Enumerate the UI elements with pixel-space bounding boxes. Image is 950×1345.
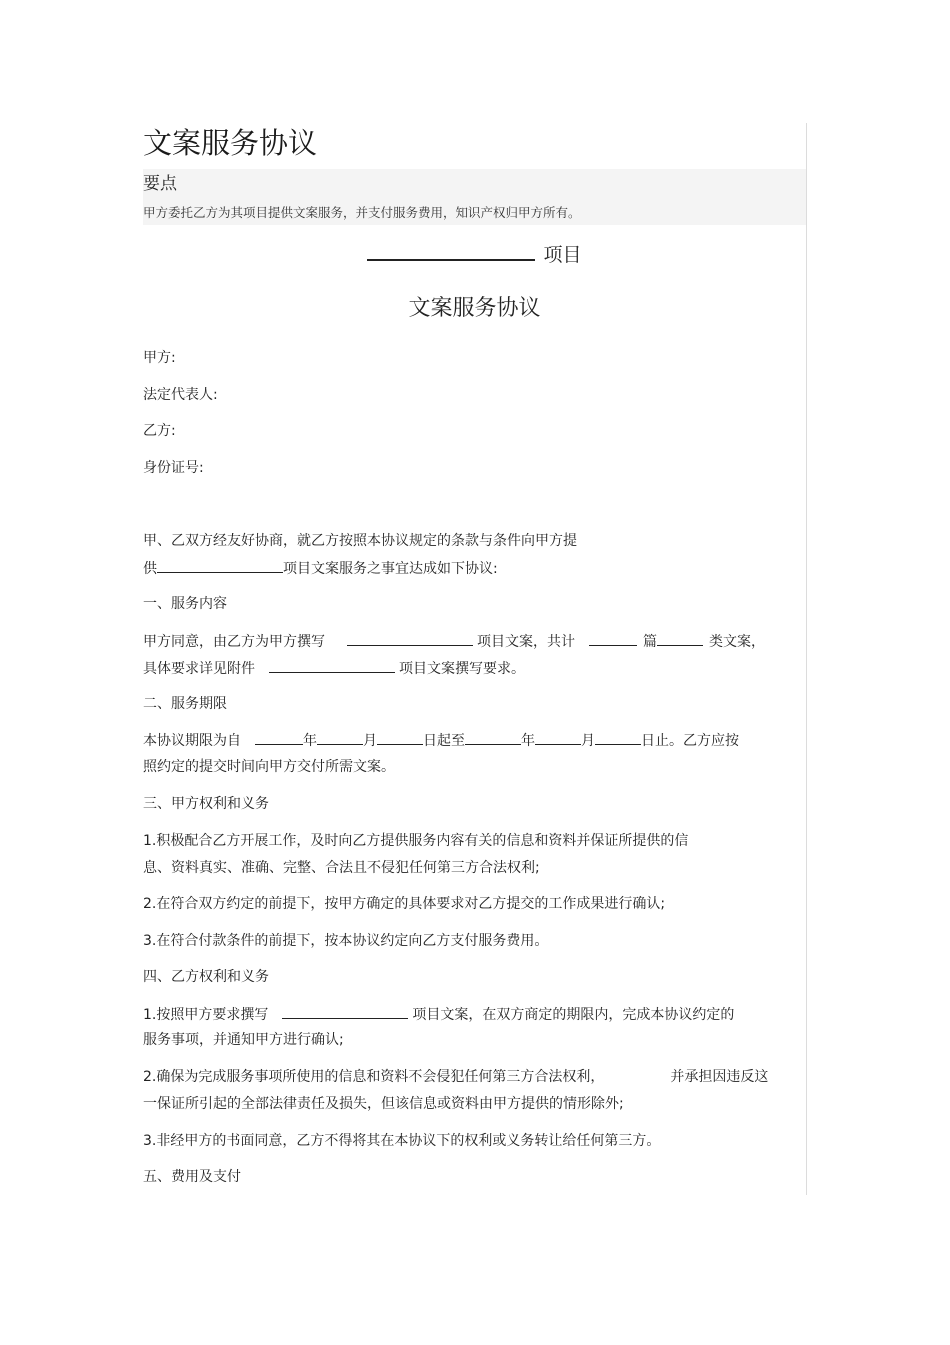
legal-rep-label: 法定代表人: bbox=[143, 387, 218, 403]
section-5-title: 五、费用及支付 bbox=[143, 1169, 241, 1185]
s4-2-text-a: 2.确保为完成服务事项所使用的信息和资料不会侵犯任何第三方合法权利， bbox=[143, 1069, 605, 1085]
intro-line-1: 甲、乙双方经友好协商，就乙方按照本协议规定的条款与条件向甲方提 bbox=[143, 533, 577, 549]
end-day-blank bbox=[595, 730, 641, 745]
section-4-item-2-line-2: 一保证所引起的全部法律责任及损失，但该信息或资料由甲方提供的情形除外; bbox=[143, 1096, 624, 1112]
section-4-item-1-line-2: 服务事项，并通知甲方进行确认; bbox=[143, 1032, 344, 1048]
project-blank bbox=[347, 631, 473, 646]
s2-month-2: 月 bbox=[581, 733, 595, 749]
s4-text-b: 项目文案，在双方商定的期限内，完成本协议约定的 bbox=[412, 1007, 735, 1023]
s4-text-a: 1.按照甲方要求撰写 bbox=[143, 1007, 269, 1023]
section-3-item-2: 2.在符合双方约定的前提下，按甲方确定的具体要求对乙方提交的工作成果进行确认; bbox=[143, 896, 666, 912]
agreement-title: 文案服务协议 bbox=[408, 296, 541, 321]
section-4-item-2-line-1 bbox=[143, 1067, 768, 1087]
section-2-line-1 bbox=[143, 730, 739, 751]
project-line bbox=[143, 241, 806, 269]
section-3-title: 三、甲方权利和义务 bbox=[143, 796, 269, 812]
intro-line-2-end: 项目文案服务之事宜达成如下协议: bbox=[283, 561, 498, 577]
s2-day-2: 日止。乙方应按 bbox=[641, 733, 739, 749]
project-suffix: 项目 bbox=[543, 244, 582, 266]
id-number-label: 身份证号: bbox=[143, 460, 204, 476]
section-1-line-2 bbox=[143, 658, 525, 679]
party-b-label: 乙方: bbox=[143, 423, 176, 439]
type-blank bbox=[657, 631, 703, 646]
document-page bbox=[143, 123, 807, 1195]
party-a-label: 甲方: bbox=[143, 350, 176, 366]
start-month-blank bbox=[317, 730, 363, 745]
s1-l2-text-b: 项目文案撰写要求。 bbox=[399, 661, 525, 677]
section-4-item-1-line-1 bbox=[143, 1004, 734, 1025]
summary-text: 甲方委托乙方为其项目提供文案服务，并支付服务费用，知识产权归甲方所有。 bbox=[143, 205, 581, 220]
intro-line-2-start: 供 bbox=[143, 561, 157, 577]
section-2-title: 二、服务期限 bbox=[143, 696, 227, 712]
s1-text-d: 类文案， bbox=[709, 634, 765, 650]
attachment-blank bbox=[269, 658, 395, 673]
s2-day-1: 日起至 bbox=[423, 733, 465, 749]
start-day-blank bbox=[377, 730, 423, 745]
s1-text-c: 篇 bbox=[643, 634, 657, 650]
s4-2-text-b: 并承担因违反这 bbox=[670, 1069, 769, 1085]
intro-line-2 bbox=[143, 558, 498, 579]
project-blank bbox=[282, 1004, 408, 1019]
section-3-item-1-line-1: 1.积极配合乙方开展工作，及时向乙方提供服务内容有关的信息和资料并保证所提供的信 bbox=[143, 833, 689, 849]
s2-year-1: 年 bbox=[303, 733, 317, 749]
s2-text-a: 本协议期限为自 bbox=[143, 733, 241, 749]
project-blank bbox=[157, 558, 283, 573]
section-2-line-2: 照约定的提交时间向甲方交付所需文案。 bbox=[143, 759, 395, 775]
section-4-item-3: 3.非经甲方的书面同意，乙方不得将其在本协议下的权利或义务转让给任何第三方。 bbox=[143, 1133, 661, 1149]
section-1-title: 一、服务内容 bbox=[143, 596, 227, 612]
s1-text-b: 项目文案，共计 bbox=[477, 634, 575, 650]
summary-heading: 要点 bbox=[143, 174, 177, 194]
section-3-item-1-line-2: 息、资料真实、准确、完整、合法且不侵犯任何第三方合法权利; bbox=[143, 860, 540, 876]
s1-l2-text-a: 具体要求详见附件 bbox=[143, 661, 255, 677]
count-blank bbox=[589, 631, 637, 646]
section-4-title: 四、乙方权利和义务 bbox=[143, 969, 269, 985]
s2-month-1: 月 bbox=[363, 733, 377, 749]
s1-text-a: 甲方同意，由乙方为甲方撰写 bbox=[143, 634, 325, 650]
document-title: 文案服务协议 bbox=[143, 126, 318, 160]
start-year-blank bbox=[255, 730, 303, 745]
end-month-blank bbox=[535, 730, 581, 745]
s2-year-2: 年 bbox=[521, 733, 535, 749]
section-1-line-1 bbox=[143, 631, 765, 652]
project-name-blank bbox=[367, 241, 535, 261]
end-year-blank bbox=[465, 730, 521, 745]
section-3-item-3: 3.在符合付款条件的前提下，按本协议约定向乙方支付服务费用。 bbox=[143, 933, 549, 949]
